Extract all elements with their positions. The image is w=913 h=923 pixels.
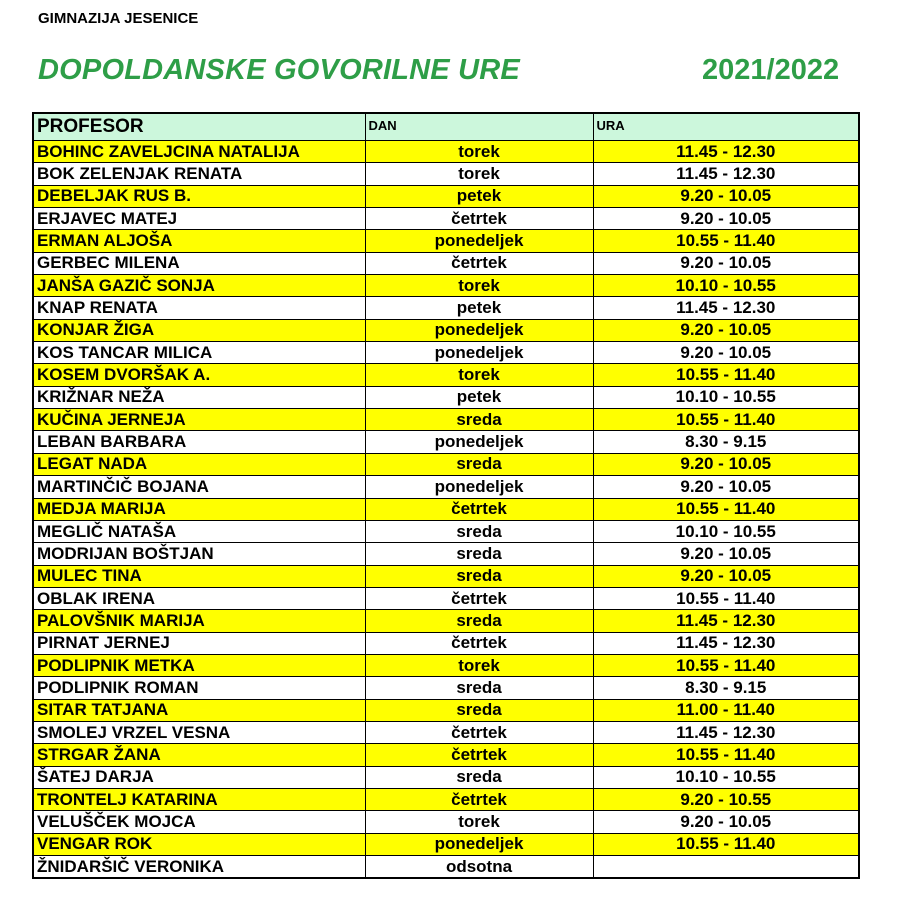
time-cell: 11.45 - 12.30 <box>593 297 859 319</box>
time-cell: 10.55 - 11.40 <box>593 409 859 431</box>
table-row <box>33 409 859 431</box>
day-cell: petek <box>365 386 593 408</box>
professor-cell: KUČINA JERNEJA <box>33 409 365 431</box>
professor-cell: PALOVŠNIK MARIJA <box>33 610 365 632</box>
professor-cell: LEGAT NADA <box>33 453 365 475</box>
professor-cell: MULEC TINA <box>33 565 365 587</box>
professor-cell: PODLIPNIK METKA <box>33 654 365 676</box>
table-row <box>33 297 859 319</box>
professor-cell: ERJAVEC MATEJ <box>33 208 365 230</box>
professor-cell: ERMAN ALJOŠA <box>33 230 365 252</box>
time-cell: 9.20 - 10.05 <box>593 565 859 587</box>
table-row <box>33 699 859 721</box>
table-row <box>33 208 859 230</box>
professor-cell: BOHINC ZAVELJCINA NATALIJA <box>33 141 365 163</box>
table-row <box>33 364 859 386</box>
day-cell: sreda <box>365 677 593 699</box>
professor-cell: TRONTELJ KATARINA <box>33 788 365 810</box>
table-row <box>33 632 859 654</box>
professor-cell: MEDJA MARIJA <box>33 498 365 520</box>
day-cell: četrtek <box>365 788 593 810</box>
time-cell: 9.20 - 10.05 <box>593 453 859 475</box>
time-cell: 10.55 - 11.40 <box>593 364 859 386</box>
table-row <box>33 543 859 565</box>
table-row <box>33 856 859 879</box>
table-row <box>33 744 859 766</box>
day-cell: sreda <box>365 453 593 475</box>
day-cell: torek <box>365 811 593 833</box>
table-row <box>33 565 859 587</box>
day-cell: četrtek <box>365 721 593 743</box>
table-row <box>33 453 859 475</box>
time-cell: 10.55 - 11.40 <box>593 230 859 252</box>
consultation-hours-table <box>32 112 860 879</box>
table-row <box>33 520 859 542</box>
professor-cell: STRGAR ŽANA <box>33 744 365 766</box>
column-header-day: DAN <box>365 113 593 141</box>
professor-cell: KNAP RENATA <box>33 297 365 319</box>
table-header-row <box>33 113 859 141</box>
day-cell: sreda <box>365 699 593 721</box>
table-row <box>33 721 859 743</box>
time-cell: 9.20 - 10.05 <box>593 342 859 364</box>
professor-cell: KOS TANCAR MILICA <box>33 342 365 364</box>
time-cell: 11.45 - 12.30 <box>593 141 859 163</box>
time-cell: 9.20 - 10.05 <box>593 811 859 833</box>
table-row <box>33 431 859 453</box>
day-cell: četrtek <box>365 632 593 654</box>
time-cell: 10.55 - 11.40 <box>593 498 859 520</box>
professor-cell: PODLIPNIK ROMAN <box>33 677 365 699</box>
day-cell: četrtek <box>365 587 593 609</box>
day-cell: sreda <box>365 610 593 632</box>
time-cell: 11.00 - 11.40 <box>593 699 859 721</box>
professor-cell: MARTINČIČ BOJANA <box>33 476 365 498</box>
professor-cell: VENGAR ROK <box>33 833 365 855</box>
day-cell: ponedeljek <box>365 230 593 252</box>
professor-cell: SITAR TATJANA <box>33 699 365 721</box>
time-cell: 10.10 - 10.55 <box>593 386 859 408</box>
table-row <box>33 610 859 632</box>
professor-cell: KOSEM DVORŠAK A. <box>33 364 365 386</box>
table-row <box>33 163 859 185</box>
time-cell: 10.10 - 10.55 <box>593 275 859 297</box>
professor-cell: VELUŠČEK MOJCA <box>33 811 365 833</box>
table-row <box>33 386 859 408</box>
day-cell: petek <box>365 185 593 207</box>
time-cell: 9.20 - 10.05 <box>593 252 859 274</box>
day-cell: ponedeljek <box>365 342 593 364</box>
table-row <box>33 275 859 297</box>
time-cell: 9.20 - 10.05 <box>593 185 859 207</box>
table-row <box>33 654 859 676</box>
professor-cell: MEGLIČ NATAŠA <box>33 520 365 542</box>
day-cell: petek <box>365 297 593 319</box>
professor-cell: PIRNAT JERNEJ <box>33 632 365 654</box>
day-cell: ponedeljek <box>365 476 593 498</box>
day-cell: četrtek <box>365 498 593 520</box>
time-cell <box>593 856 859 879</box>
page-title: DOPOLDANSKE GOVORILNE URE <box>38 54 520 86</box>
time-cell: 9.20 - 10.05 <box>593 476 859 498</box>
table-row <box>33 185 859 207</box>
time-cell: 11.45 - 12.30 <box>593 632 859 654</box>
day-cell: sreda <box>365 565 593 587</box>
day-cell: sreda <box>365 520 593 542</box>
time-cell: 10.55 - 11.40 <box>593 833 859 855</box>
day-cell: odsotna <box>365 856 593 879</box>
professor-cell: SMOLEJ VRZEL VESNA <box>33 721 365 743</box>
time-cell: 8.30 - 9.15 <box>593 431 859 453</box>
time-cell: 8.30 - 9.15 <box>593 677 859 699</box>
table-body <box>33 141 859 879</box>
day-cell: sreda <box>365 543 593 565</box>
day-cell: torek <box>365 275 593 297</box>
professor-cell: MODRIJAN BOŠTJAN <box>33 543 365 565</box>
time-cell: 11.45 - 12.30 <box>593 721 859 743</box>
professor-cell: DEBELJAK RUS B. <box>33 185 365 207</box>
school-year: 2021/2022 <box>702 54 840 86</box>
table-row <box>33 141 859 163</box>
professor-cell: BOK ZELENJAK RENATA <box>33 163 365 185</box>
professor-cell: ŠATEJ DARJA <box>33 766 365 788</box>
professor-cell: ŽNIDARŠIČ VERONIKA <box>33 856 365 879</box>
day-cell: ponedeljek <box>365 431 593 453</box>
table-row <box>33 252 859 274</box>
column-header-professor: PROFESOR <box>33 113 365 141</box>
table-row <box>33 811 859 833</box>
table-row <box>33 319 859 341</box>
table-row <box>33 587 859 609</box>
time-cell: 9.20 - 10.05 <box>593 319 859 341</box>
professor-cell: KRIŽNAR NEŽA <box>33 386 365 408</box>
professor-cell: LEBAN BARBARA <box>33 431 365 453</box>
day-cell: ponedeljek <box>365 319 593 341</box>
time-cell: 9.20 - 10.55 <box>593 788 859 810</box>
professor-cell: KONJAR ŽIGA <box>33 319 365 341</box>
professor-cell: GERBEC MILENA <box>33 252 365 274</box>
table-row <box>33 476 859 498</box>
time-cell: 10.10 - 10.55 <box>593 520 859 542</box>
day-cell: ponedeljek <box>365 833 593 855</box>
day-cell: sreda <box>365 766 593 788</box>
time-cell: 9.20 - 10.05 <box>593 208 859 230</box>
table-row <box>33 833 859 855</box>
time-cell: 10.55 - 11.40 <box>593 744 859 766</box>
table-row <box>33 766 859 788</box>
table-row <box>33 677 859 699</box>
time-cell: 10.10 - 10.55 <box>593 766 859 788</box>
day-cell: torek <box>365 654 593 676</box>
table-row <box>33 498 859 520</box>
table-row <box>33 788 859 810</box>
professor-cell: JANŠA GAZIČ SONJA <box>33 275 365 297</box>
school-name: GIMNAZIJA JESENICE <box>38 10 199 27</box>
table-row <box>33 342 859 364</box>
table-row <box>33 230 859 252</box>
day-cell: četrtek <box>365 208 593 230</box>
day-cell: torek <box>365 163 593 185</box>
day-cell: torek <box>365 364 593 386</box>
professor-cell: OBLAK IRENA <box>33 587 365 609</box>
time-cell: 10.55 - 11.40 <box>593 654 859 676</box>
time-cell: 10.55 - 11.40 <box>593 587 859 609</box>
time-cell: 11.45 - 12.30 <box>593 163 859 185</box>
day-cell: sreda <box>365 409 593 431</box>
column-header-time: URA <box>593 113 859 141</box>
day-cell: četrtek <box>365 744 593 766</box>
time-cell: 9.20 - 10.05 <box>593 543 859 565</box>
day-cell: torek <box>365 141 593 163</box>
time-cell: 11.45 - 12.30 <box>593 610 859 632</box>
day-cell: četrtek <box>365 252 593 274</box>
